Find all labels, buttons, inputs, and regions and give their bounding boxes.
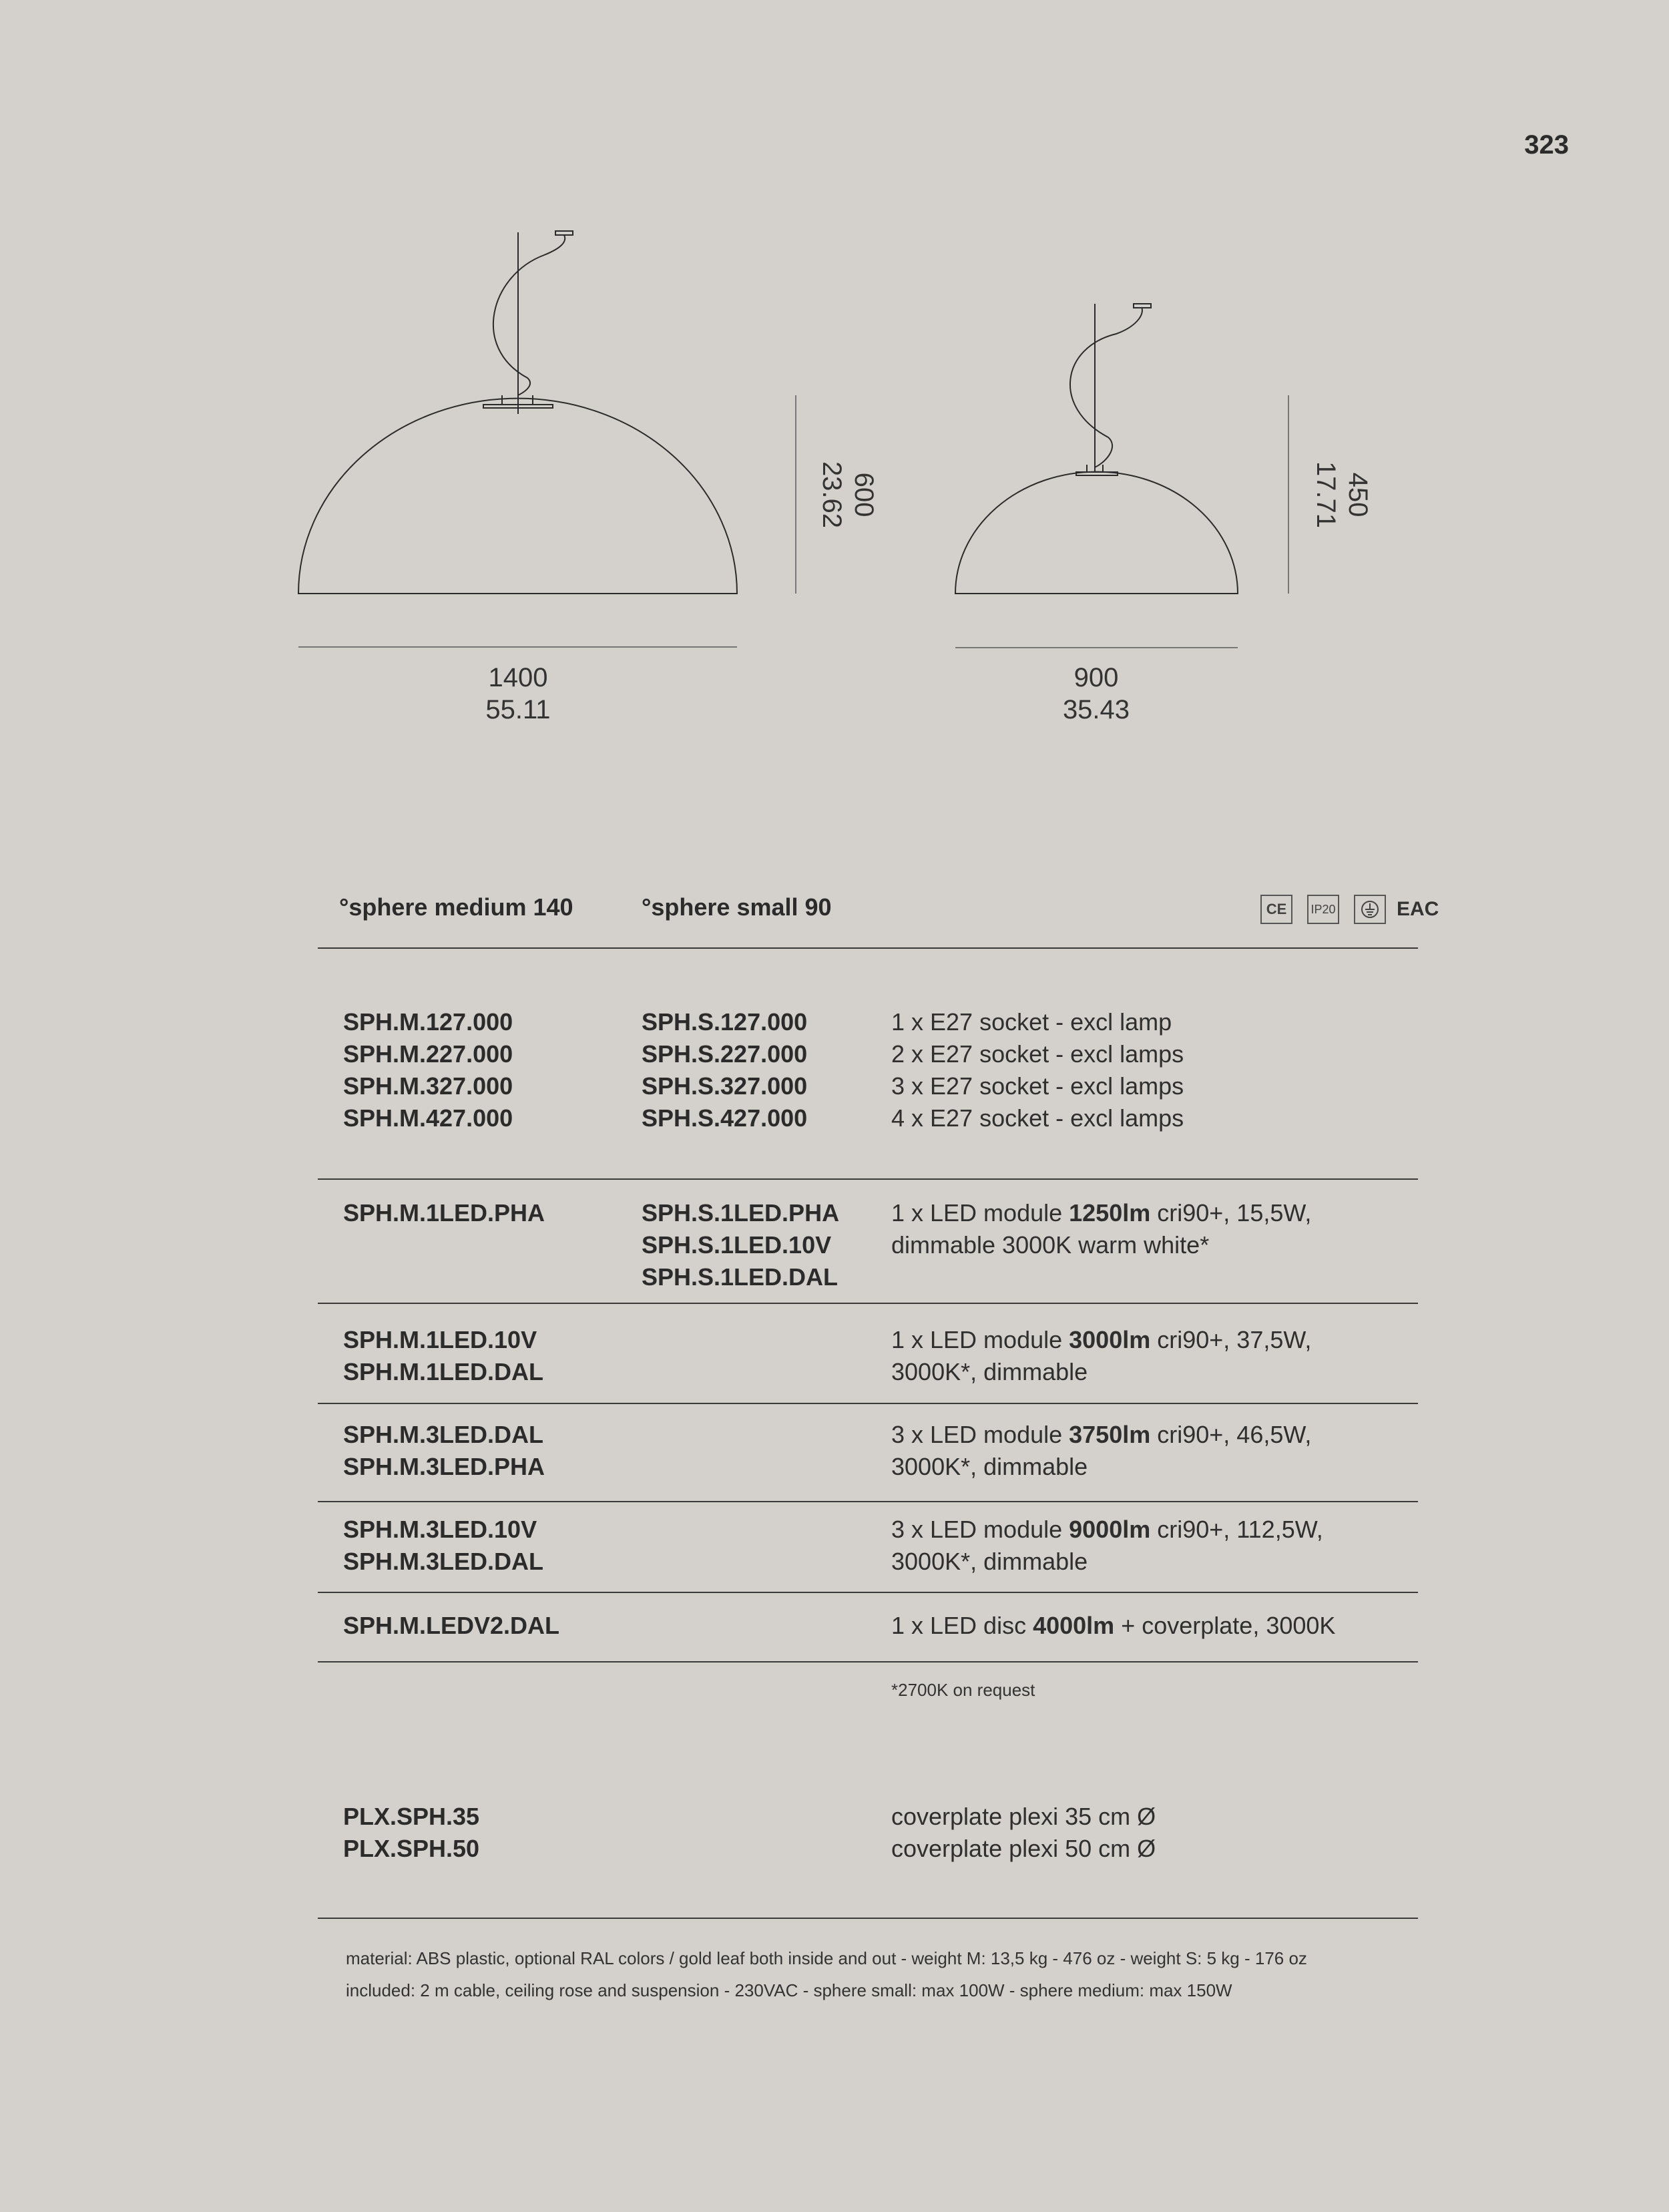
table-rule-4: [318, 1501, 1418, 1502]
product-code: SPH.M.327.000: [343, 1072, 513, 1100]
small-height-mm: 450: [1343, 472, 1373, 517]
medium-width-mm: 1400: [488, 663, 548, 692]
product-code: SPH.M.3LED.10V: [343, 1516, 537, 1543]
group3-description: [891, 1324, 1311, 1388]
technical-drawings: [0, 0, 1669, 734]
product-code: SPH.S.427.000: [642, 1104, 808, 1132]
desc-text: 1 x LED disc: [891, 1612, 1033, 1639]
group2-small-codes: [642, 1197, 839, 1293]
product-code: SPH.M.1LED.PHA: [343, 1199, 545, 1227]
sphere-small-drawing: [955, 304, 1288, 648]
description-line: [891, 1610, 1335, 1642]
medium-height-dimension: [816, 428, 880, 562]
group2-description: [891, 1197, 1311, 1261]
description-line: 1 x E27 socket - excl lamp: [891, 1008, 1172, 1036]
accessory-description: [891, 1801, 1156, 1865]
footer-specs: [346, 1942, 1307, 2006]
description-line: 3 x E27 socket - excl lamps: [891, 1072, 1184, 1100]
group5-description: [891, 1514, 1323, 1578]
table-rule-3: [318, 1403, 1418, 1404]
group3-medium-codes: [343, 1324, 543, 1388]
lumen-value: 1250lm: [1069, 1199, 1151, 1227]
accessory-codes: [343, 1801, 479, 1865]
group5-medium-codes: [343, 1514, 543, 1578]
product-code: SPH.S.1LED.PHA: [642, 1199, 840, 1227]
product-code: SPH.S.327.000: [642, 1072, 808, 1100]
group1-medium-codes: [343, 1006, 513, 1134]
medium-height-in: 23.62: [817, 461, 847, 529]
table-rule-6: [318, 1661, 1418, 1663]
ip20-icon: IP20: [1307, 895, 1339, 924]
description-line: coverplate plexi 50 cm Ø: [891, 1835, 1156, 1862]
header-sphere-small: °sphere small 90: [642, 893, 832, 921]
footnote: *2700K on request: [891, 1680, 1035, 1700]
description-line: 3000K*, dimmable: [891, 1548, 1088, 1575]
small-height-in: 17.71: [1311, 461, 1341, 529]
product-code: SPH.M.LEDV2.DAL: [343, 1612, 560, 1639]
desc-text: cri90+, 112,5W,: [1150, 1516, 1323, 1543]
medium-height-mm: 600: [849, 472, 879, 517]
group6-description: [891, 1610, 1335, 1642]
medium-width-in: 55.11: [485, 695, 551, 724]
group1-small-codes: [642, 1006, 807, 1134]
medium-width-dimension: [451, 662, 585, 726]
footer-material-line: material: ABS plastic, optional RAL colors / gold leaf both inside and out - weight M: 13,5 kg - 476 oz - weight S: 5 kg - 176 oz: [346, 1948, 1307, 1968]
product-code: PLX.SPH.50: [343, 1835, 480, 1862]
desc-text: cri90+, 46,5W,: [1150, 1421, 1312, 1448]
description-line: dimmable 3000K warm white*: [891, 1231, 1210, 1259]
product-code: SPH.S.1LED.DAL: [642, 1263, 839, 1291]
product-code: SPH.M.1LED.10V: [343, 1326, 537, 1353]
product-code: SPH.M.1LED.DAL: [343, 1358, 544, 1385]
description-line: 4 x E27 socket - excl lamps: [891, 1104, 1184, 1132]
desc-text: 3 x LED module: [891, 1516, 1069, 1543]
table-rule-7: [318, 1918, 1418, 1919]
sphere-medium-drawing: [298, 231, 796, 647]
table-rule-5: [318, 1592, 1418, 1593]
ce-mark-icon: CE: [1260, 895, 1292, 924]
small-width-dimension: [1029, 662, 1163, 726]
small-width-in: 35.43: [1062, 695, 1130, 724]
product-code: SPH.S.127.000: [642, 1008, 808, 1036]
product-code: SPH.M.427.000: [343, 1104, 513, 1132]
footer-included-line: included: 2 m cable, ceiling rose and suspension - 230VAC - sphere small: max 100W - sphere medium: max 150W: [346, 1980, 1232, 2000]
lumen-value: 3750lm: [1069, 1421, 1151, 1448]
small-width-mm: 900: [1074, 663, 1119, 692]
group1-description: [891, 1006, 1184, 1134]
product-code: SPH.S.227.000: [642, 1040, 808, 1068]
ground-symbol-icon: [1354, 895, 1386, 924]
description-line: [891, 1324, 1311, 1356]
small-height-dimension: [1310, 428, 1374, 562]
product-code: SPH.S.1LED.10V: [642, 1231, 832, 1259]
table-rule-2: [318, 1303, 1418, 1304]
table-rule-header: [318, 947, 1418, 949]
desc-text: 1 x LED module: [891, 1326, 1069, 1353]
desc-text: 1 x LED module: [891, 1199, 1069, 1227]
lumen-value: 3000lm: [1069, 1326, 1151, 1353]
desc-text: cri90+, 37,5W,: [1150, 1326, 1312, 1353]
description-line: [891, 1514, 1323, 1546]
group6-medium-codes: [343, 1610, 559, 1642]
header-sphere-medium: °sphere medium 140: [339, 893, 573, 921]
product-code: SPH.M.3LED.DAL: [343, 1421, 544, 1448]
group2-medium-codes: [343, 1197, 545, 1229]
group4-medium-codes: [343, 1419, 545, 1483]
description-line: [891, 1419, 1311, 1451]
product-code: SPH.M.3LED.DAL: [343, 1548, 544, 1575]
page-number: 323: [1524, 130, 1569, 160]
lumen-value: 9000lm: [1069, 1516, 1151, 1543]
description-line: 3000K*, dimmable: [891, 1453, 1088, 1480]
description-line: [891, 1197, 1311, 1229]
desc-text: cri90+, 15,5W,: [1150, 1199, 1312, 1227]
group4-description: [891, 1419, 1311, 1483]
product-code: SPH.M.227.000: [343, 1040, 513, 1068]
description-line: 2 x E27 socket - excl lamps: [891, 1040, 1184, 1068]
desc-text: 3 x LED module: [891, 1421, 1069, 1448]
desc-text: + coverplate, 3000K: [1114, 1612, 1336, 1639]
product-code: SPH.M.127.000: [343, 1008, 513, 1036]
lumen-value: 4000lm: [1033, 1612, 1115, 1639]
product-code: PLX.SPH.35: [343, 1803, 480, 1830]
eac-mark-icon: EAC: [1397, 898, 1439, 920]
description-line: 3000K*, dimmable: [891, 1358, 1088, 1385]
product-code: SPH.M.3LED.PHA: [343, 1453, 545, 1480]
description-line: coverplate plexi 35 cm Ø: [891, 1803, 1156, 1830]
table-rule-1: [318, 1178, 1418, 1180]
